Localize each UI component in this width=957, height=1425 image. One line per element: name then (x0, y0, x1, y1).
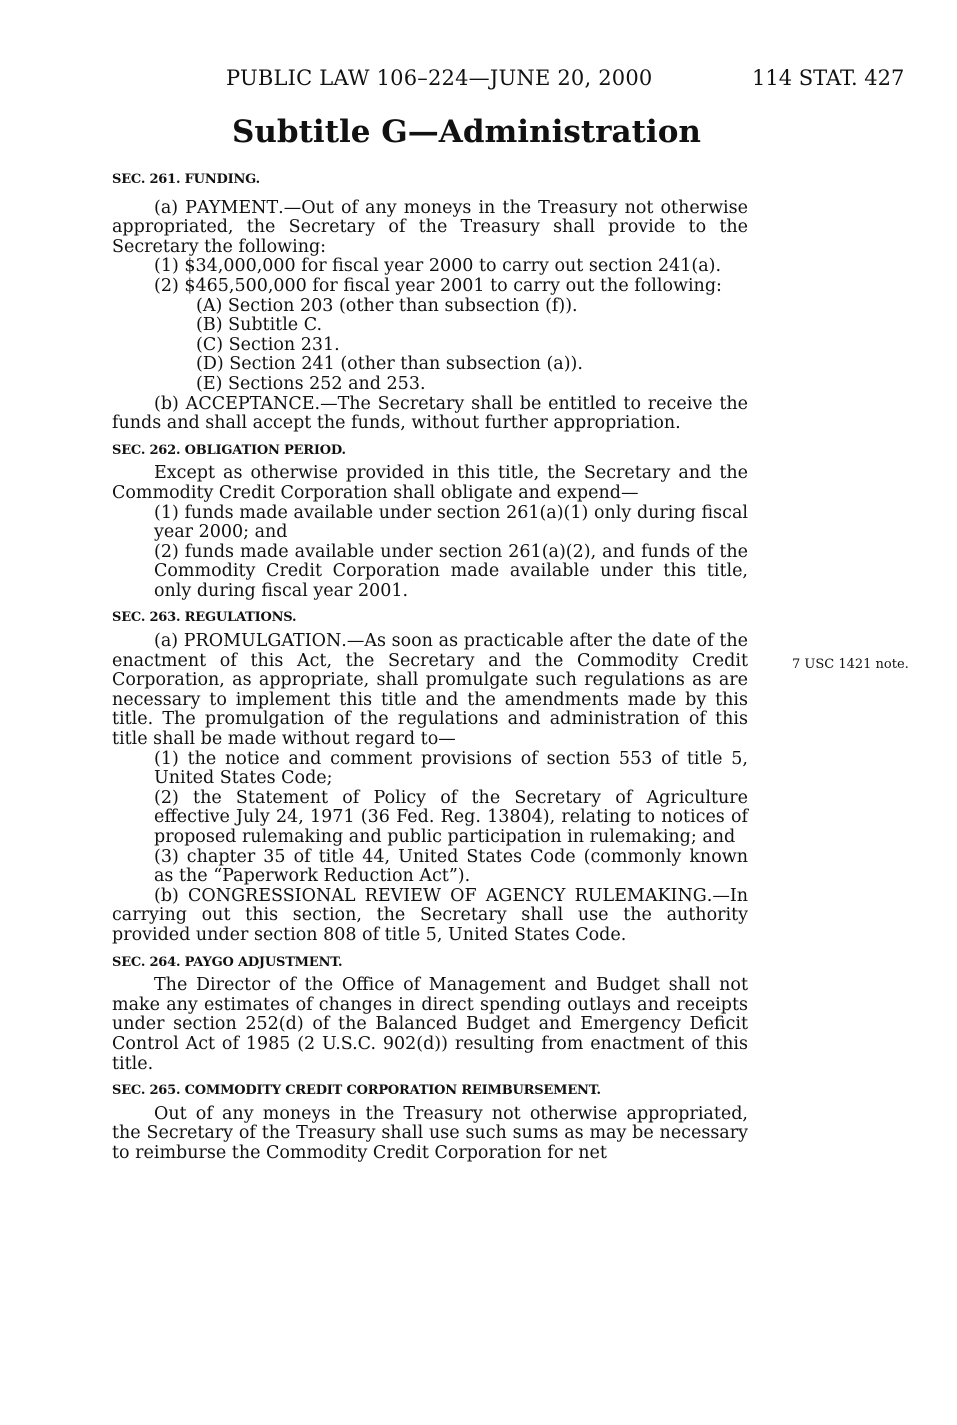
section-261-a-1-text: (1) $34,000,000 for fiscal year 2000 to carry out section 241(a). (154, 256, 722, 277)
section-261-a (112, 199, 748, 258)
running-header-stat: 114 STAT. 427 (752, 66, 905, 90)
section-261-b-heading: CCEPTANCE (198, 393, 315, 414)
section-263-b-text: .—In carrying out this section, the Secretary shall use the authority provided under section 808 of title 5, United States Code. (112, 885, 748, 945)
section-263-a-label: (a) P (154, 631, 196, 652)
margin-note-usc: 7 USC 1421 note. (792, 657, 909, 672)
section-263-b (112, 887, 748, 946)
section-264-heading: SEC. 264. PAYGO ADJUSTMENT. (112, 954, 343, 970)
section-261-a-2 (112, 277, 748, 297)
section-263-a-1: (1) the notice and comment provisions of section 553 of title 5, United States Code; (154, 748, 748, 789)
section-263-b-heading-4: ULEMAKING (587, 885, 707, 906)
section-261-b-label: (b) A (154, 393, 199, 414)
section-265-text: Out of any moneys in the Treasury not otherwise appropriated, the Secretary of the Treasury shall use such sums as may be necessary to reimburse the Commodity Credit Corporation for net (112, 1103, 748, 1163)
list-item: (E) Sections 252 and 253. (196, 373, 426, 394)
list-item: (A) Section 203 (other than subsection (f)). (196, 295, 578, 316)
section-261-a-text: .—Out of any moneys in the Treasury not otherwise appropriated, the Secretary of the Treasury shall provide to the Secretary the following: (112, 197, 748, 257)
body-text (112, 170, 748, 1164)
section-261-b-text: .—The Secretary shall be entitled to receive the funds and shall accept the funds, without further appropriation. (112, 393, 749, 434)
list-item: (D) Section 241 (other than subsection (a)). (196, 354, 583, 375)
section-262-2: (2) funds made available under section 261(a)(2), and funds of the Commodity Credit Corporation made available under this title, only during fiscal year 2001. (154, 541, 748, 601)
section-261-a-1 (112, 257, 748, 277)
section-261-a-2-text: (2) $465,500,000 for fiscal year 2001 to carry out the following: (154, 275, 722, 296)
running-header-law: PUBLIC LAW 106–224—JUNE 20, 2000 (226, 66, 653, 90)
list-item: (B) Subtitle C. (196, 315, 323, 336)
section-262-heading: SEC. 262. OBLIGATION PERIOD. (112, 442, 346, 458)
section-263-b-label: (b) C (154, 885, 202, 906)
section-263-b-heading-1: ONGRESSIONAL R (201, 885, 378, 906)
section-261-b (112, 395, 748, 434)
section-263-b-heading-3: GENCY R (498, 885, 588, 906)
section-263-a-text: .—As soon as practicable after the date of the enactment of this Act, the Secretary and the Commodity Credit Corporation, as appropriate, shall promulgate such regulations as are necessary to implement this title and the amendments made by this title. The promulgation of the regulations and administration of this title shall be made without regard to— (112, 631, 748, 750)
section-263-a-2: (2) the Statement of Policy of the Secretary of Agriculture effective July 24, 1971 (36 Fed. Reg. 13804), relating to notices of proposed rulemaking and public participation in rulemaking; and (154, 787, 748, 847)
section-262-intro: Except as otherwise provided in this title, the Secretary and the Commodity Credit Corporation shall obligate and expend— (112, 463, 748, 503)
section-263-heading: SEC. 263. REGULATIONS. (112, 610, 297, 626)
section-263-a (112, 632, 748, 750)
section-263-a-3: (3) chapter 35 of title 44, United States Code (commonly known as the “Paperwork Reduction Act”). (154, 846, 748, 887)
section-265-heading: SEC. 265. COMMODITY CREDIT CORPORATION REIMBURSEMENT. (112, 1083, 601, 1099)
section-261-a-heading: AYMENT (196, 197, 279, 218)
list-item: (C) Section 231. (196, 334, 340, 355)
section-261-a-label: (a) P (154, 197, 197, 218)
section-264-text: The Director of the Office of Management and Budget shall not make any estimates of changes in direct spending outlays and receipts under section 252(d) of the Balanced Budget and Emergency Deficit Control Act of 1985 (2 U.S.C. 902(d)) resulting from enactment of this title. (112, 975, 748, 1074)
section-262-1: (1) funds made available under section 261(a)(1) only during fiscal year 2000; and (154, 502, 748, 543)
subtitle-heading: Subtitle G—Administration (232, 114, 701, 150)
section-261-heading: SEC. 261. FUNDING. (112, 172, 260, 187)
section-263-a-heading: ROMULGATION (195, 631, 342, 652)
section-263-b-heading-2: EVIEW OF A (377, 885, 499, 906)
section-261-sublist (112, 297, 748, 395)
